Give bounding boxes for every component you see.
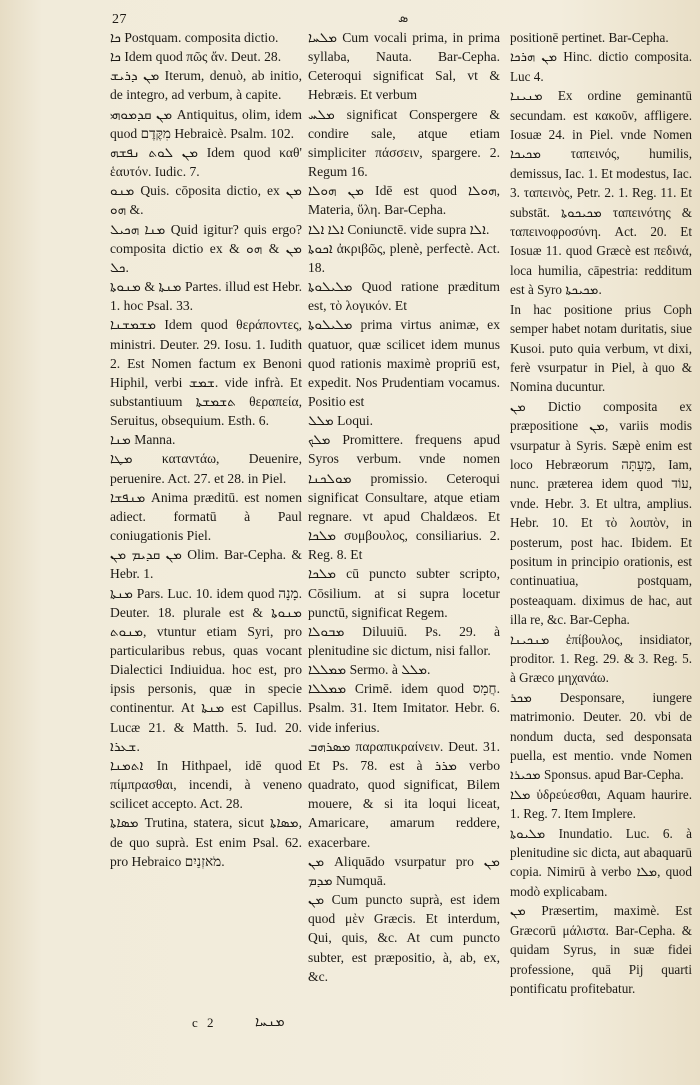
- dictionary-entry: ܡܢܐ ܗܟܝܠ Quid igitur? quis ergo? composita dictio ex ܡܢ & ܗܘ & ܟܠ.: [110, 221, 303, 275]
- column-middle: [308, 28, 500, 986]
- dictionary-entry: positionē pertinet. Bar-Cepha.: [510, 30, 669, 45]
- dictionary-entry: ܡܢܐ Manna.: [110, 432, 176, 448]
- dictionary-entry: ܡܢܘ Quis. cōposita dictio, ex ܡܢ & ܗܘ.: [110, 183, 302, 218]
- dictionary-entry: ܡܢܬܐ Pars. Luc. 10. idem quod מָנָה. Deuter. 18. plurale est ܡܢܘܬܐ & ܡܢܘܬ, vtuntur etiam Syri, pro particularibus rebus, quas vocant Dialectici Indiuidua. hoc est, pro ipsis personis, quæ in specie continentur. At ܡܢܬܐ est Capillus. Lucæ 21. & Matth. 5. Iud. 20. ܫܥܪܐ.: [110, 585, 302, 754]
- dictionary-entry: ܡܡܠܠܐ Crimē. idem quod חֲמָס. Psalm. 31. Item Imitator. Hebr. 6. vide inferius.: [308, 681, 500, 735]
- dictionary-entry: ܡܢ ܕܪܝܫ Iterum, denuò, ab initio, de integro, ad verbum, à capite.: [110, 68, 302, 103]
- dictionary-entry: ܡܢ ܩܕܝܡ ܡܢ Olim. Bar-Cepha. & Hebr. 1.: [110, 547, 302, 582]
- dictionary-entry: ܡܒܘܠܐ Diluuiū. Ps. 29. à plenitudine sic dictum, nisi fallor.: [308, 623, 500, 658]
- column-right: [510, 28, 692, 998]
- dictionary-entry: ܡܠܐ ὑδρεύεσθαι, Aquam haurire. 1. Reg. 7. Item Implere.: [510, 786, 692, 822]
- dictionary-entry: ܐܬܡܢܐ In Hithpael, idē quod πίμπρασθαι, incendi, à veneno scilicet accepto. Act. 28.: [110, 757, 302, 812]
- dictionary-entry: ܡܛܐ καταντάω, Deuenire, peruenire. Act. 27. et 28. in Piel.: [110, 451, 302, 486]
- dictionary-entry: In hac positione prius Coph semper habet notam duritatis, siue Kusoi. puto quia verbum, vt dixi, ferè vsurpatur in Piel, à quo & Nomina ducuntur.: [510, 301, 692, 395]
- dictionary-entry: ܡܢ Præsertim, maximè. Est Græcorū μάλιστα. Bar-Cepha. & quidam Syrus, in suæ fidei professione, quā Pij quarti pontificatu profitebatur.: [510, 903, 692, 996]
- dictionary-entry: ܡܢ Aliquādo vsurpatur pro ܡܢ ܡܕܡ Numquā.: [308, 853, 500, 888]
- dictionary-entry: ܟܐ Postquam. composita dictio.: [110, 30, 279, 45]
- text-columns: [110, 28, 692, 1008]
- dictionary-entry: ܡܠܚܐ Cum vocali prima, in prima syllaba, Nauta. Bar-Cepha. Ceteroqui significat Sal, vt & Hebræis. Et verbum: [308, 30, 500, 103]
- dictionary-entry: ܡܠܝܘܬܐ Inundatio. Luc. 6. à plenitudine sic dicta, aut abaquarū copia. Nimirū à verbo ܡܠܐ, quod modò explicabam.: [510, 825, 692, 899]
- dictionary-entry: ܡܢ ܗܘܠܐ Idē est quod ܗܘܠܐ, Materia, ὕλη. Bar-Cepha.: [308, 183, 500, 218]
- dictionary-entry: ܡܢܟܝܢܐ ἐπίβουλος, insidiator, proditor. 1. Reg. 29. & 3. Reg. 5. à Græco μηχανάω.: [510, 631, 692, 686]
- dictionary-entry: ܐܠܐ ܐܠܐ Coniunctē. vide supra ܐܠܐ.: [308, 221, 490, 237]
- running-head: ܣ: [398, 10, 409, 25]
- dictionary-entry: ܡܣܐܬܐ Trutina, statera, sicut ܡܣܐܬܐ, de quo suprà. Est enim Psal. 62. pro Hebraico מֹאזְנַיִם.: [110, 815, 302, 869]
- column-left: [110, 28, 302, 871]
- dictionary-entry: ܡܢ ܠܘܬ ܢܦܫܗ Idem quod καθ' ἑαυτόν. Iudic. 7.: [110, 144, 302, 180]
- signature-mark: c 2: [192, 1015, 217, 1030]
- dictionary-entry: ܡܠܝܠܘܬܐ prima virtus animæ, ex quatuor, quæ scilicet idem munus quod rationis maximè propriū est, expedit. Nos Prudentiam vocamus. Positio est: [308, 317, 500, 409]
- dictionary-entry: ܡܠܠ Loqui.: [308, 413, 374, 429]
- dictionary-entry: ܡܢܦܫܐ Anima præditū. est nomen adiect. formatū à Paul coniugationis Piel.: [110, 489, 302, 544]
- dictionary-entry: ܡܠܟܐ cū puncto subter scripto, Cōsilium. at si supra locetur punctū, significat Regem.: [308, 566, 500, 620]
- dictionary-entry: ܡܠܟ Promittere. frequens apud Syros verbum. vnde nomen ܡܘܠܟܢܐ promissio. Ceteroqui significat Consultare, atque etiam regnare. vt apud Chaldæos. Et ܡܠܟܐ συμβουλος, consiliarius. 2. Reg. 8. Et: [308, 432, 500, 563]
- dictionary-entry: ܡܠܝܠܘܬܐ Quod ratione præditum est, τὸ λογικόν. Et: [308, 279, 500, 314]
- catchword: ܡܢܚܐ: [255, 1015, 285, 1030]
- dictionary-entry: ܡܫܡܫܢܐ Idem quod θεράποντες, ministri. Deuter. 29. Iosu. 1. Iudith 2. Est Nomen factum ex Benoni Hiphil, verbi ܫܡܫ. vide infrà. Et substantiuum ܬܫܡܫܬܐ θεραπεία, Seruitus, obsequium. Esth. 6.: [110, 317, 302, 429]
- dictionary-entry: ܡܡܠܠܐ Sermo. à ܡܠܠ.: [308, 662, 431, 678]
- dictionary-entry: ܡܠܚ significat Conspergere & condire sale, atque etiam simpliciter πάσσειν, spargere. 2. Regum 16.: [308, 106, 500, 180]
- dictionary-entry: ܐܟܘܬܐ ἀκριβῶς, plenè, perfectè. Act. 18.: [308, 240, 500, 275]
- dictionary-entry: ܡܟܪ Desponsare, iungere matrimonio. Deuter. 20. vbi de nondum ducta, sed desponsata puella, est mentio. vnde Nomen ܡܟܝܪܐ Sponsus. apud Bar-Cepha.: [510, 689, 692, 783]
- dictionary-entry: ܡܢ ܩܕܡܘܗܝ Antiquitus, olim, idem quod מִקֶּדֶם Hebraicè. Psalm. 102.: [110, 106, 302, 141]
- dictionary-entry: ܡܢܝܢܐ Ex ordine geminantū secundam. est κακοῦν, affligere. Iosuæ 24. in Piel. vnde Nomen ܡܟܝܟܐ ταπεινός, humilis, demissus, Iac. 1. Et modestus, Iac. 3. ταπεινὸς, Petr. 2. 1. Reg. 11. Et substāt. ܡܟܝܟܘܬܐ ταπεινότης & ταπεινοφροσύνη. Act. 20. Et Iosuæ 11. quod Græcè est πεδινά, loca humilia, cāpestria: redditum est à Syro ܡܟܝܟܬܐ.: [510, 88, 692, 298]
- dictionary-entry: ܡܢ Dictio composita ex præpositione ܡܢ, variis modis vsurpatur à Syris. Sæpè enim est loco Hebræorum מֵעָתָּה, Iam, nunc. præterea idem quod עוֹד, vnde. Hebr. 3. Et ultra, amplius. Hebr. 10. Et τὸ λοιπὸν, in posterum, post hac. Ibidem. Et positum in principio orationis, est continuatiua, postquam, posteaquam. diximus de hac, aut illa re, &c. Bar-Cepha.: [510, 398, 692, 628]
- dictionary-entry: ܡܣܪܗܒ παραπικραίνειν. Deut. 31. Et Ps. 78. est à ܡܪܪ verbo quadrato, quod significat, Bilem mouere, & si ita loqui liceat, Amaricare, amarum reddere, exacerbare.: [308, 738, 500, 850]
- dictionary-entry: ܟܐ Idem quod πῶς ἄν. Deut. 28.: [110, 49, 282, 65]
- dictionary-entry: ܡܢ Cum puncto suprà, est idem quod μὲν Græcis. Et interdum, Qui, quis, &c. At cum puncto subter, est præpositio, à, ab, ex, &c.: [308, 892, 500, 984]
- dictionary-entry: ܡܢܬܐ & ܡܢܘܬܐ Partes. illud est Hebr. 1. hoc Psal. 33.: [110, 279, 303, 314]
- dictionary-entry: ܡܢ ܗܪܟܐ Hinc. dictio composita. Luc 4.: [510, 49, 692, 84]
- page-number: 27: [112, 12, 127, 27]
